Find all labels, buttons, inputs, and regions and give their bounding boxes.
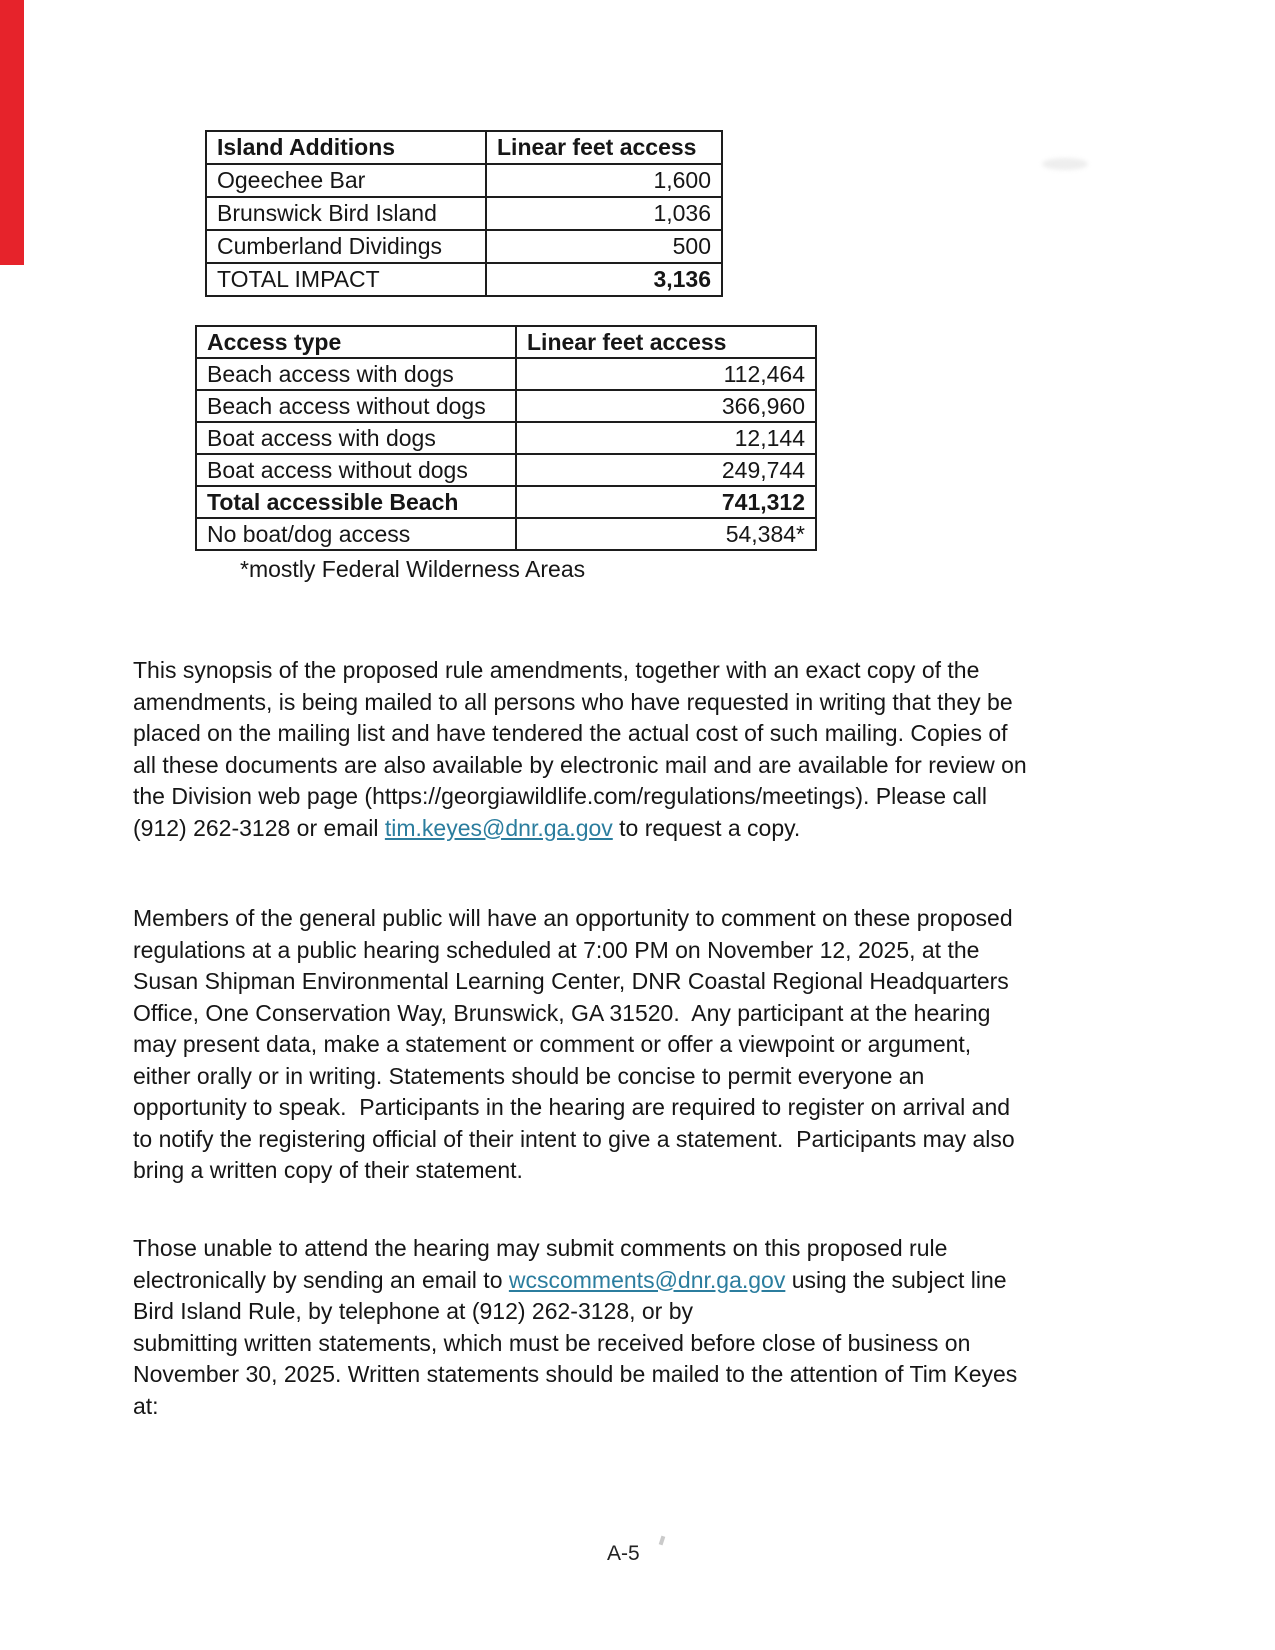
paragraph-line: Members of the general public will have an opportunity to comment on these proposed: [133, 905, 1013, 931]
paragraph-line: Those unable to attend the hearing may submit comments on this proposed rule: [133, 1235, 948, 1261]
table-row: [196, 518, 816, 550]
scan-smudge-artifact: [1042, 158, 1088, 170]
linear-feet-access-header: Linear feet access: [516, 326, 816, 358]
email-intro-text: electronically by sending an email to: [133, 1266, 509, 1293]
row-value: 12,144: [516, 422, 816, 454]
page-number: A-5: [607, 1542, 640, 1565]
row-label: Ogeechee Bar: [206, 164, 486, 197]
paragraph-line: placed on the mailing list and have tendered the actual cost of such mailing. Copies of: [133, 720, 1008, 746]
linear-feet-access-header: Linear feet access: [486, 131, 722, 164]
row-label: Brunswick Bird Island: [206, 197, 486, 230]
paragraph-line: amendments, is being mailed to all persons who have requested in writing that they be: [133, 688, 1013, 715]
paragraph-line: Office, One Conservation Way, Brunswick, GA 31520. Any participant at the hearing: [133, 999, 991, 1026]
row-value: 1,600: [486, 164, 722, 197]
paragraph-line: [133, 813, 1093, 845]
row-label: TOTAL IMPACT: [206, 263, 486, 296]
paragraph-synopsis: [133, 655, 1093, 844]
access-type-header: Access type: [196, 326, 516, 358]
paragraph-line: Bird Island Rule, by telephone at (912) 262-3128, or by: [133, 1298, 694, 1324]
row-label: Boat access without dogs: [196, 454, 516, 486]
table-header-row: [196, 326, 816, 358]
table-row: [196, 422, 816, 454]
island-additions-header: Island Additions: [206, 131, 486, 164]
access-type-table: [195, 325, 817, 551]
paragraph-comments: [133, 1233, 1093, 1422]
row-value: 366,960: [516, 390, 816, 422]
row-value: 3,136: [486, 263, 722, 296]
row-value: 249,744: [516, 454, 816, 486]
table-row: [206, 230, 722, 263]
paragraph-hearing: [133, 903, 1093, 1187]
paragraph-line: submitting written statements, which must be received before close of business on: [133, 1329, 971, 1356]
paragraph-line: at:: [133, 1392, 159, 1419]
paragraph-line: all these documents are also available by electronic mail and are available for review on: [133, 751, 1027, 778]
table-header-row: [206, 131, 722, 164]
table-row: [196, 390, 816, 422]
row-label: Cumberland Dividings: [206, 230, 486, 263]
paragraph-line: the Division web page (https://georgiawildlife.com/regulations/meetings). Please call: [133, 783, 987, 809]
table-footnote: *mostly Federal Wilderness Areas: [240, 556, 586, 582]
row-value: 1,036: [486, 197, 722, 230]
row-value: 54,384*: [516, 518, 816, 550]
paragraph-line: opportunity to speak. Participants in the hearing are required to register on arrival and: [133, 1094, 1011, 1120]
request-copy-text: to request a copy.: [612, 814, 801, 841]
row-label: Beach access without dogs: [196, 390, 516, 422]
paragraph-line: to notify the registering official of their intent to give a statement. Participants may also: [133, 1125, 1015, 1152]
subject-line-text: using the subject line: [785, 1266, 1007, 1293]
row-value: 741,312: [516, 486, 816, 518]
table-row: [206, 164, 722, 197]
table-row: [196, 358, 816, 390]
paragraph-line: may present data, make a statement or comment or offer a viewpoint or argument,: [133, 1031, 972, 1057]
phone-and-email-text: (912) 262-3128 or email: [133, 814, 385, 841]
paragraph-line: either orally or in writing. Statements should be concise to permit everyone an: [133, 1062, 925, 1089]
scan-speck-artifact: [659, 1536, 666, 1546]
row-label: Beach access with dogs: [196, 358, 516, 390]
table-row: [206, 197, 722, 230]
table-row: [196, 454, 816, 486]
paragraph-line: This synopsis of the proposed rule amendments, together with an exact copy of the: [133, 657, 980, 683]
table-total-row: [206, 263, 722, 296]
email-link-wcscomments[interactable]: wcscomments@dnr.ga.gov: [508, 1266, 786, 1293]
row-label: No boat/dog access: [196, 518, 516, 550]
red-scan-stripe-artifact: [0, 0, 24, 265]
row-label: Total accessible Beach: [196, 486, 516, 518]
paragraph-line: November 30, 2025. Written statements should be mailed to the attention of Tim Keyes: [133, 1361, 1018, 1387]
row-value: 112,464: [516, 358, 816, 390]
paragraph-line: bring a written copy of their statement.: [133, 1157, 523, 1183]
paragraph-line: Susan Shipman Environmental Learning Center, DNR Coastal Regional Headquarters: [133, 968, 1009, 994]
row-value: 500: [486, 230, 722, 263]
island-additions-table: [205, 130, 723, 297]
paragraph-line: [133, 1265, 1093, 1297]
row-label: Boat access with dogs: [196, 422, 516, 454]
email-link-tim-keyes[interactable]: tim.keyes@dnr.ga.gov: [384, 814, 613, 841]
table-total-row: [196, 486, 816, 518]
paragraph-line: regulations at a public hearing scheduled at 7:00 PM on November 12, 2025, at the: [133, 936, 980, 963]
